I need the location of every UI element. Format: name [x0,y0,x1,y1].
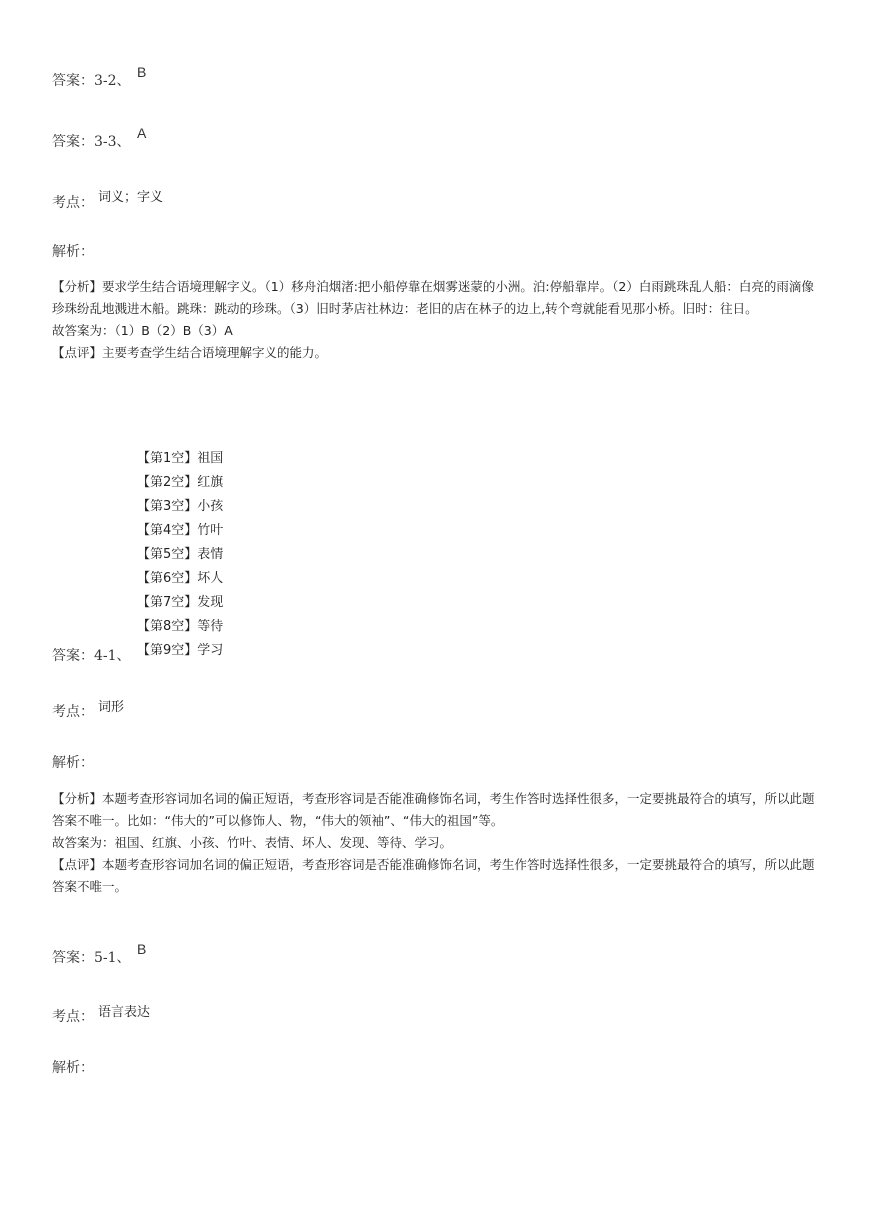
blank-item-8: 【第8空】等待 [137,619,224,634]
knowledge-point-label-5: 考点： [52,1009,94,1025]
fill-blank-list-4-1 [137,447,223,663]
blank-item-7: 【第7空】发现 [137,595,224,610]
explanation-label-3: 解析： [52,244,94,260]
blank-item-6: 【第6空】坏人 [137,571,224,586]
analysis-4-line-1: 【分析】本题考查形容词加名词的偏正短语，考查形容词是否能准确修饰名词，考生作答时选择性很多，一定要挑最符合的填写，所以此题答案不唯一。比如：“伟大的”可以修饰人、物，“伟大的领袖”、“伟大的祖国”等。 [52,791,815,828]
blank-item-3: 【第3空】小孩 [137,499,224,514]
answer-label-4-1: 答案：4-1、 [52,648,131,664]
answer-label-3-2: 答案：3-2、 [52,73,131,89]
answer-value-3-2: B [137,64,147,80]
analysis-block-4 [52,788,822,898]
answer-label-5-1: 答案：5-1、 [52,950,131,966]
knowledge-point-label-3: 考点： [52,195,94,211]
knowledge-point-label-4: 考点： [52,704,94,720]
blank-item-5: 【第5空】表情 [137,547,224,562]
analysis-4-line-3: 【点评】本题考查形容词加名词的偏正短语，考查形容词是否能准确修饰名词，考生作答时选择性很多，一定要挑最符合的填写，所以此题答案不唯一。 [52,857,815,894]
knowledge-point-value-3: 词义；字义 [98,190,164,205]
analysis-4-line-2: 故答案为：祖国、红旗、小孩、竹叶、表情、坏人、发现、等待、学习。 [52,835,453,850]
blank-item-1: 【第1空】祖国 [137,451,224,466]
analysis-3-line-1: 【分析】要求学生结合语境理解字义。（1）移舟泊烟渚:把小船停靠在烟雾迷蒙的小洲。泊:停船靠岸。（2）白雨跳珠乱人船：白亮的雨滴像珍珠纷乱地溅进木船。跳珠：跳动的珍珠。（3）旧时茅店社林边：老旧的店在林子的边上,转个弯就能看见那小桥。旧时：往日。 [52,279,814,316]
answer-value-3-3: A [137,125,147,141]
explanation-label-5: 解析： [52,1060,94,1076]
analysis-3-line-3: 【点评】主要考查学生结合语境理解字义的能力。 [52,345,328,360]
blank-item-2: 【第2空】红旗 [137,475,224,490]
blank-item-9: 【第9空】学习 [137,643,224,658]
analysis-block-3 [52,276,822,364]
answer-value-5-1: B [137,941,147,957]
answer-label-3-3: 答案：3-3、 [52,134,131,150]
knowledge-point-value-5: 语言表达 [98,1005,151,1020]
explanation-label-4: 解析： [52,755,94,771]
knowledge-point-value-4: 词形 [98,700,125,715]
blank-item-4: 【第4空】竹叶 [137,523,224,538]
analysis-3-line-2: 故答案为：（1）B（2）B（3）A [52,323,233,338]
